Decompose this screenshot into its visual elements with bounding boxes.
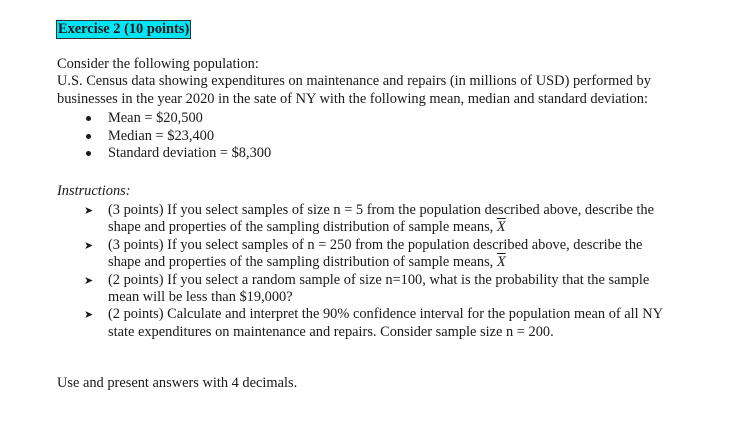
stat-standard-deviation: Standard deviation = $8,300 bbox=[84, 145, 271, 163]
task-item bbox=[84, 237, 712, 272]
stat-median: Median = $23,400 bbox=[84, 128, 271, 146]
intro-line-2: U.S. Census data showing expenditures on maintenance and repairs (in millions of USD) performed by bbox=[57, 73, 651, 90]
task-4-line-1: (2 points) Calculate and interpret the 90% confidence interval for the population mean of all NY bbox=[108, 306, 664, 323]
task-item bbox=[84, 272, 712, 307]
x-bar-symbol: $\overline{X}$ bbox=[496, 254, 506, 271]
x-bar-symbol: $\overline{X}$ bbox=[496, 219, 506, 236]
exercise-title: Exercise 2 (10 points) bbox=[58, 21, 190, 37]
task-item bbox=[84, 202, 712, 237]
arrow-bullet-icon: ➤ bbox=[84, 308, 94, 322]
statistics-list bbox=[84, 110, 271, 163]
arrow-bullet-icon: ➤ bbox=[84, 273, 94, 287]
instructions-label: Instructions: bbox=[57, 183, 131, 199]
intro-paragraph bbox=[57, 56, 717, 108]
task-3-line-2: mean will be less than $19,000? bbox=[108, 289, 293, 306]
task-1-line-1: (3 points) If you select samples of size n = 5 from the population described above, describe the bbox=[108, 202, 655, 218]
task-4-line-2: state expenditures on maintenance and repairs. Consider sample size n = 200. bbox=[108, 323, 554, 340]
task-1-line-2: shape and properties of the sampling distribution of sample means, $\overline{X}$ bbox=[108, 219, 506, 236]
task-item bbox=[84, 306, 712, 341]
intro-line-1: Consider the following population: bbox=[57, 56, 259, 72]
arrow-bullet-icon: ➤ bbox=[84, 238, 94, 252]
task-2-line-1: (3 points) If you select samples of n = 250 from the population described above, describe the bbox=[108, 236, 643, 253]
task-3-line-1: (2 points) If you select a random sample of size n=100, what is the probability that the sample bbox=[108, 271, 650, 288]
footer-note: Use and present answers with 4 decimals. bbox=[57, 375, 298, 391]
arrow-bullet-icon: ➤ bbox=[84, 204, 94, 217]
intro-line-3: businesses in the year 2020 in the sate of NY with the following mean, median and standard deviation: bbox=[57, 90, 648, 107]
task-2-line-2: shape and properties of the sampling distribution of sample means, $\overline{X}$ bbox=[108, 254, 506, 271]
task-list bbox=[84, 202, 712, 341]
stat-mean: Mean = $20,500 bbox=[84, 110, 271, 128]
